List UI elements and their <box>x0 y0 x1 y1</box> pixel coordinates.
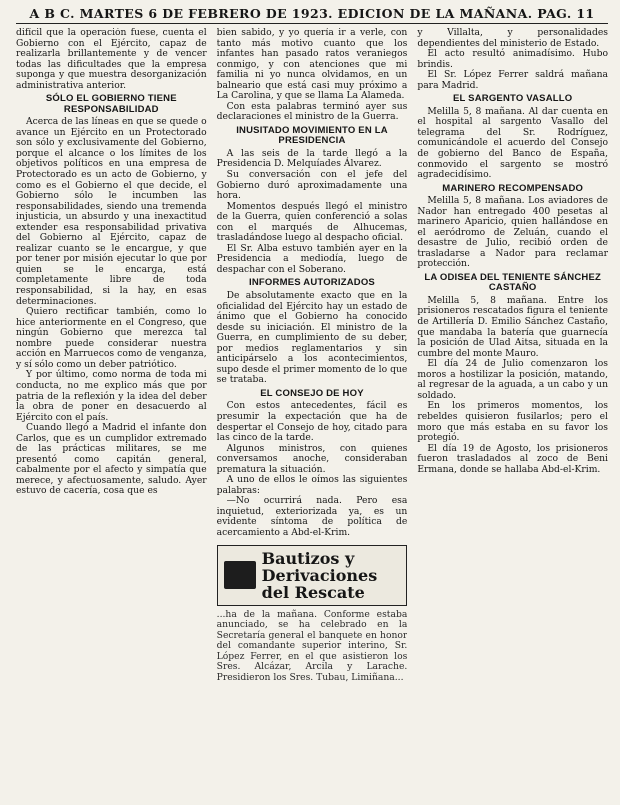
article-columns <box>16 28 608 803</box>
paragraph: y Villalta, y personalidades dependientes del ministerio de Estado. <box>417 28 608 49</box>
paragraph: ...ha de la mañana. Conforme estaba anunciado, se ha celebrado en la Secretaría general el banquete en honor del comandante superior interino, Sr. López Ferrer, en el que asistieron los Sres. Alcázar, Arcila y Larache. Presidieron los Sres. Tubau, Limiñana... <box>216 608 408 683</box>
paragraph: El Sr. Alba estuvo también ayer en la Presidencia a mediodía, luego de despachar con el Soberano. <box>216 242 408 275</box>
paragraph: De absolutamente exacto que en la oficialidad del Ejército hay un estado de ánimo que el Gobierno ha conocido desde su iniciación. El ministro de la Guerra, en cumplimiento de su deber, por medios reglamentarios y sin anticipárselo a los acontecimientos, supo desde el primer momento de lo que se trataba. <box>216 289 408 386</box>
section-heading: INFORMES AUTORIZADOS <box>249 277 375 289</box>
paragraph: El día 24 de Julio comenzaron los moros a hostilizar la posición, matando, al regresar de la aguada, a un cabo y un soldado. <box>417 358 608 401</box>
section-heading: LA ODISEA DEL TENIENTE SÁNCHEZ CASTAÑO <box>424 271 601 294</box>
paragraph: El día 19 de Agosto, los prisioneros fueron trasladados al zoco de Beni Ermana, donde se hallaba Abd-el-Krim. <box>417 442 608 475</box>
paragraph: Acerca de las líneas en que se quede o avance un Ejército en un Protectorado son sólo y exclusivamente del Gobierno, porque el alcance o los límites de los objetivos políticos en una empresa de Protectorado es un acto de Gobierno, y como es el Gobierno el que decide, el Gobierno sólo le incumben las responsabilidades, siendo una tremenda injusticia, un absurdo y una inexactitud extender esa responsabilidad privativa del Gobierno al Ejército, capaz de realizar cuanto se le encargue, y que por tener por misión ejecutar lo que por quien se le encarga, está completamente libre de toda responsabilidad, si la hay, en esas determinaciones. <box>16 116 207 307</box>
banner-title: Bautizos y Derivaciones del Rescate <box>261 548 378 602</box>
paragraph: A uno de ellos le oímos las siguientes palabras: <box>216 474 408 496</box>
paragraph: A las seis de la tarde llegó a la Presidencia D. Melquíades Álvarez. <box>216 147 408 170</box>
paragraph: Cuando llegó a Madrid el infante don Carlos, que es un cumplidor extremado de las prácticas militares, se me presentó como capitán general, cabalmente por el afecto y simpatía que merece, y afectuosamente, saludo. Ayer estuvo de cacería, cosa que es <box>16 422 207 497</box>
paragraph: Con esta palabras terminó ayer sus declaraciones el ministro de la Guerra. <box>216 100 408 123</box>
paragraph: Quiero rectificar también, como lo hice anteriormente en el Congreso, que ningún Gobierno que merezca tal nombre puede considerar nuestra acción en Marruecos como de venganza, y sí sólo como un deber patriótico. <box>16 306 207 370</box>
section-heading: INUSITADO MOVIMIENTO EN LA PRESIDENCIA <box>236 124 388 147</box>
column-2 <box>217 28 408 803</box>
paragraph: El acto resultó animadísimo. Hubo brindis. <box>417 48 608 70</box>
paragraph: En los primeros momentos, los rebeldes quisieron fusilarlos; pero el moro que más estaba en su favor los protegió. <box>417 400 608 444</box>
section-heading: EL SARGENTO VASALLO <box>452 93 573 105</box>
paragraph: Con estos antecedentes, fácil es presumir la expectación que ha de despertar el Consejo de hoy, citado para las cinco de la tarde. <box>216 400 408 444</box>
paragraph: difícil que la operación fuese, cuenta el Gobierno con el Ejército, capaz de realizarla brillantemente y de vencer todas las dificultades que la empresa suponga y que muestra desorganización administrativa anterior. <box>16 28 207 91</box>
column-3 <box>417 28 608 803</box>
banner-ornament <box>224 561 256 589</box>
paragraph: Algunos ministros, con quienes conversamos anoche, consideraban prematura la situación. <box>216 442 408 475</box>
paragraph: bien sabido, y yo quería ir a verle, con tanto más motivo cuanto que los infantes han pasado ratos veraniegos conmigo, y con atenciones que mi familia ni yo nunca olvidamos, en un balneario que está casi muy próximo a La Carolina, y que se llama La Alameda. <box>216 28 408 102</box>
article-banner <box>217 545 408 606</box>
paragraph: Melilla 5, 8 mañana. Entre los prisioneros rescatados figura el teniente de Artillería D. Emilio Sánchez Castaño, que mandaba la batería que guarnecía la posición de Ulad Aitsa, situada en la cumbre del monte Mauro. <box>417 294 608 359</box>
running-head: A B C. MARTES 6 DE FEBRERO DE 1923. EDICION DE LA MAÑANA. PAG. 11 <box>16 6 608 24</box>
column-1 <box>16 28 207 803</box>
section-heading: MARINERO RECOMPENSADO <box>442 182 584 194</box>
paragraph: Melilla 5, 8 mañana. Los aviadores de Nador han entregado 400 pesetas al marinero Aparicio, quien hallándose en el aeródromo de Zeluán, cuando el desastre de Julio, recibió orden de trasladarse a Nador para reclamar protección. <box>417 195 608 270</box>
paragraph: —No ocurrirá nada. Pero esa inquietud, exteriorizada ya, es un evidente síntoma de política de acercamiento a Abd-el-Krim. <box>216 495 408 538</box>
section-heading: EL CONSEJO DE HOY <box>260 387 364 399</box>
paragraph: Y por último, como norma de toda mi conducta, no me explico más que por patria de la reflexión y la idea del deber la obra de poner en desacuerdo al Ejército con el país. <box>16 369 207 423</box>
paragraph: Melilla 5, 8 mañana. Al dar cuenta en el hospital al sargento Vasallo del telegrama del Sr. Rodríguez, comunicándole el acuerdo del Consejo de gobierno del Banco de España, conmovido el sargento se mostró agradecidísimo. <box>417 105 608 181</box>
paragraph: El Sr. López Ferrer saldrá mañana para Madrid. <box>417 69 608 91</box>
paragraph: Momentos después llegó el ministro de la Guerra, quien conferenció a solas con el marqués de Alhucemas, trasladándose luego al despacho oficial. <box>216 200 408 244</box>
section-heading: SÓLO EL GOBIERNO TIENE RESPONSABILIDAD <box>45 93 177 115</box>
paragraph: Su conversación con el jefe del Gobierno duró aproximadamente una hora. <box>216 169 408 202</box>
